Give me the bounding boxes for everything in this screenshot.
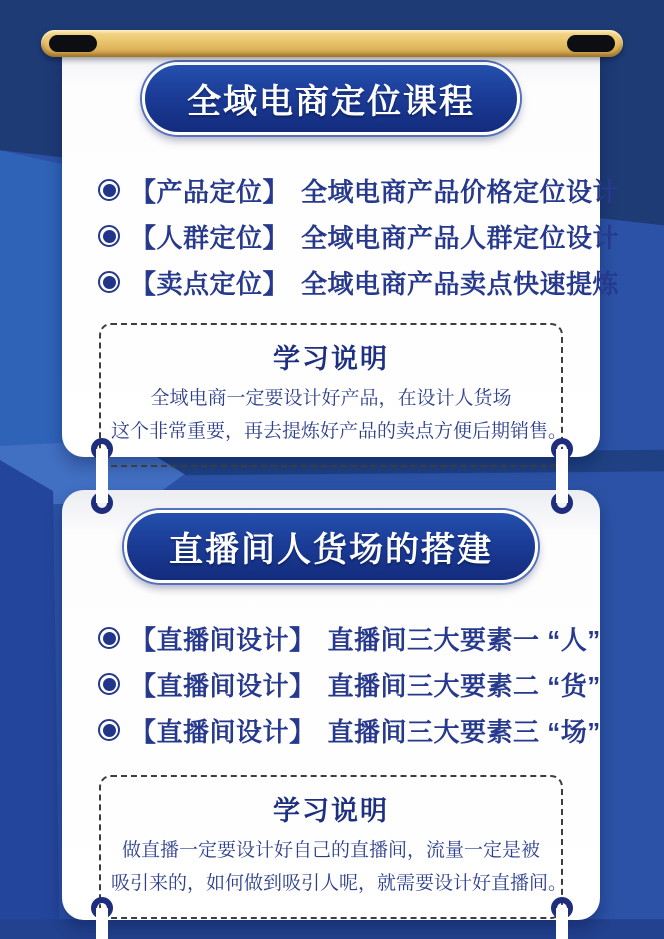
bullet-item xyxy=(62,669,600,699)
bullet-dot-icon xyxy=(98,627,120,649)
bullet-dot-icon xyxy=(98,673,120,695)
course-card-positioning xyxy=(62,40,620,457)
binder-link xyxy=(90,897,114,939)
bullet-label: 【直播间设计】 xyxy=(130,716,316,747)
study-note-line: 全域电商一定要设计好产品，在设计人货场 xyxy=(150,388,512,409)
bullet-item xyxy=(62,175,620,207)
study-note-line: 做直播一定要设计好自己的直播间，流量一定是被 xyxy=(121,840,540,861)
bullet-label: 【人群定位】 xyxy=(130,222,290,253)
bullet-label: 【直播间设计】 xyxy=(130,670,316,701)
bullet-list xyxy=(62,623,600,745)
bullet-label: 【直播间设计】 xyxy=(130,624,316,655)
bullet-dot-icon xyxy=(98,719,120,741)
bullet-item xyxy=(62,267,620,299)
bullet-text: 直播间三大要素一 “人” xyxy=(327,624,601,655)
bullet-text: 全域电商产品人群定位设计 xyxy=(301,222,620,253)
binder-strap xyxy=(556,908,568,939)
bullet-dot-icon xyxy=(98,179,120,201)
card-title-pill xyxy=(124,510,538,583)
bullet-label: 【卖点定位】 xyxy=(130,268,290,299)
bullet-label: 【产品定位】 xyxy=(130,176,290,207)
card-title: 全域电商定位课程 xyxy=(187,83,475,121)
bullet-dot-icon xyxy=(98,271,120,293)
bullet-item xyxy=(62,715,600,745)
binder-link xyxy=(550,438,574,514)
scroll-rod xyxy=(41,30,623,57)
card-title: 直播间人货场的搭建 xyxy=(169,531,493,569)
bullet-item xyxy=(62,221,620,253)
bullet-text: 直播间三大要素三 “场” xyxy=(327,716,601,747)
card-title-pill xyxy=(142,62,520,135)
bullet-text: 全域电商产品卖点快速提炼 xyxy=(301,268,620,299)
rod-end-cap-right xyxy=(567,35,615,52)
bullet-dot-icon xyxy=(98,225,120,247)
rod-end-cap-left xyxy=(49,35,97,52)
binder-strap xyxy=(96,449,108,503)
bullet-text: 全域电商产品价格定位设计 xyxy=(301,176,620,207)
study-note-line: 这个非常重要，再去提炼好产品的卖点方便后期销售。 xyxy=(111,421,568,443)
binder-strap xyxy=(556,449,568,503)
study-note-title: 学习说明 xyxy=(273,796,389,826)
bullet-item xyxy=(62,623,600,653)
study-note-line: 吸引来的，如何做到吸引人呢，就需要设计好直播间。 xyxy=(111,873,568,895)
course-card-livestream xyxy=(62,490,600,920)
binder-link xyxy=(90,438,114,514)
binder-link xyxy=(550,897,574,939)
study-note-title: 学习说明 xyxy=(273,344,389,374)
study-note-box xyxy=(99,323,568,467)
bullet-list xyxy=(62,175,620,299)
binder-strap xyxy=(96,908,108,939)
bullet-text: 直播间三大要素二 “货” xyxy=(327,670,601,701)
study-note-box xyxy=(99,775,568,919)
